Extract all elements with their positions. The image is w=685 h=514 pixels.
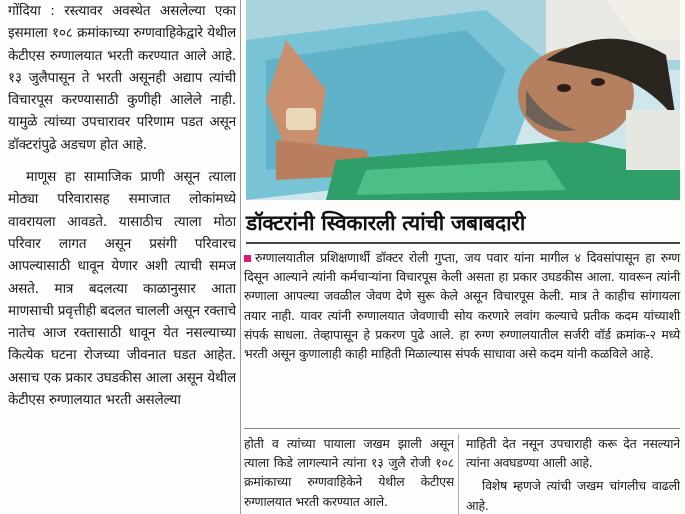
left-paragraph-2: माणूस हा सामाजिक प्राणी असून त्याला मोठ्या परिवारासह समाजात लोकांमध्ये वावरायला आवडते. यासाठीच त्याला मोठा परिवार लागत असून प्रसंगी परिवारच आपल्यासाठी धावून येणार अशी त्याची समज असते. मात्र बदलत्या काळानुसार आता माणसाची प्रवृत्तीही बदलत चालली असून रक्ताचे नातेच आज रक्तासाठी धावून येत नसल्याच्या कित्येक घटना रोजच्या जीवनात घडत आहेत. असाच एक प्रकार उघडकीस आला असून येथील केटीएस रुग्णालयात भरती असलेल्या	[8, 169, 236, 409]
bottom-right-paragraph-2: विशेष म्हणजे त्यांची जखम चांगलीच वाढली आहे.	[466, 478, 680, 513]
body-paragraph	[244, 248, 680, 363]
left-paragraph-1: गोंदिया : रस्त्यावर अवस्थेत असलेल्या एका इसमाला १०८ क्रमांकाच्या रुग्णवाहिकेद्वारे येथील केटीएस रुग्णालयात भरती करण्यात आले आहे. १३ जुलैपासून ते भरती असूनही अद्याप त्यांची विचारपूस करण्यासाठी कुणीही आलेले नाही. यामुळे त्यांच्या उपचारावर परिणाम पडत असून डॉक्टरांपुढे अडचण होत आहे.	[8, 3, 236, 153]
headline-rule	[246, 242, 680, 244]
bottom-left-text: होती व त्यांच्या पायाला जखम झाली असून त्याला किडे लागल्याने त्यांना १३ जुलै रोजी १०८ क्रमांकाच्या रुग्णवाहिकेने येथील केटीएस रुग्णालयात भरती करण्यात आले.	[244, 436, 454, 509]
left-article-column	[8, 0, 236, 514]
bottom-right-paragraph-1: माहिती देत नसून उपचाराही करू देत नसल्याने त्यांना अवघडण्या आली आहे.	[466, 436, 680, 471]
column-divider	[240, 0, 241, 514]
bottom-right-column	[466, 434, 680, 514]
bottom-columns	[244, 434, 680, 514]
patient-photo-illustration	[246, 0, 680, 200]
bottom-column-divider	[458, 434, 459, 514]
bullet-marker-icon	[244, 255, 251, 262]
body-paragraph-text: रुग्णालयातील प्रशिक्षणार्थी डॉक्टर रोली गुप्ता, जय पवार यांना मागील ४ दिवसांपासून हा रुग्ण दिसून आल्याने त्यांनी कर्मचाऱ्यांना विचारपूस केली असता हा प्रकार उघडकीस आला. यावरून त्यांनी रुग्णाला आपल्या जवळील जेवण देणे सुरू केले असून विचारपूस केली. मात्र ते काहीच सांगायला तयार नाही. यावर त्यांनी रुग्णालयात जेवणाची सोय करणारे लवांग कल्याचे प्रतीक कदम यांच्याशी संपर्क साधला. तेव्हापासून हे प्रकरण पुढे आले. हा रुग्ण रुग्णालयातील सर्जरी वॉर्ड क्रमांक-२ मध्ये भरती असून कुणालाही काही माहिती मिळाल्यास संपर्क साधावा असे कदम यांनी कळविले आहे.	[244, 250, 680, 362]
article-headline: डॉक्टरांनी स्विकारली त्यांची जबाबदारी	[246, 211, 525, 235]
bottom-left-column	[244, 434, 454, 514]
main-article-body	[244, 248, 680, 363]
news-photo-patient	[246, 0, 680, 200]
section-rule	[244, 428, 680, 429]
